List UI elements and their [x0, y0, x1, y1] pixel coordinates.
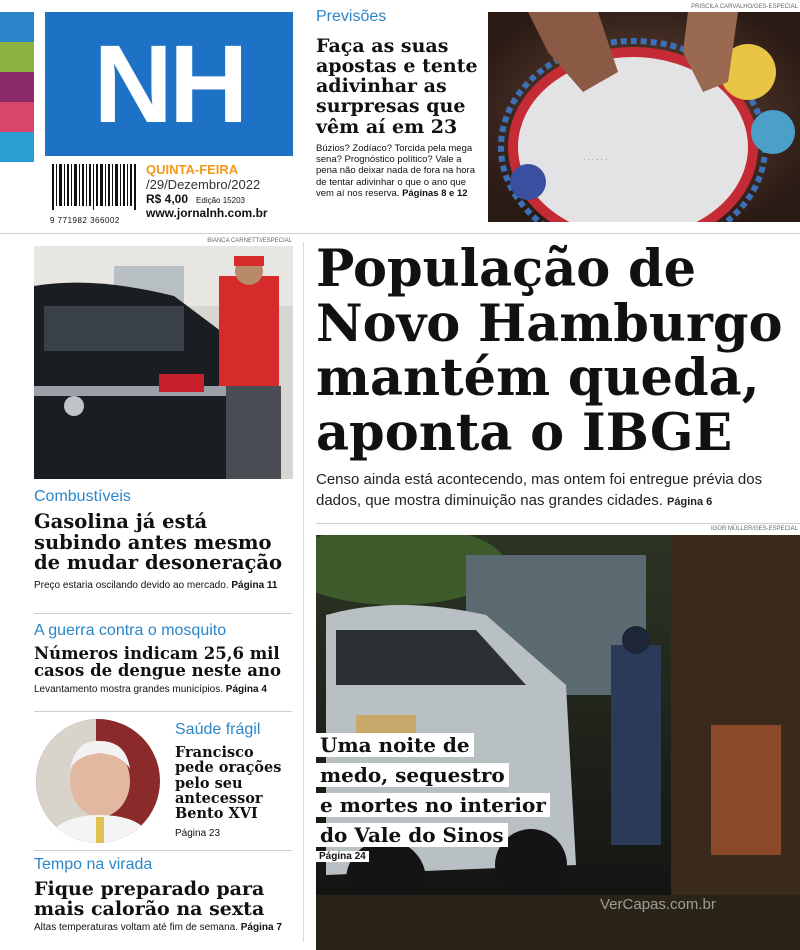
masthead-info [146, 162, 296, 220]
main-page-ref[interactable]: Página 6 [667, 495, 713, 508]
fuel-story[interactable] [34, 488, 296, 591]
fuel-kicker: Combustíveis [34, 488, 131, 505]
fuel-headline: Gasolina já está subindo antes mesmo de mudar desoneração [34, 510, 283, 575]
color-strip [0, 12, 34, 162]
crime-page-ref[interactable] [316, 851, 369, 862]
nh-logo[interactable] [45, 12, 293, 156]
fuel-summary [34, 580, 296, 591]
watermark: VerCapas.com.br [600, 896, 716, 913]
strip-purple [0, 72, 34, 102]
barcode-number: 9 771982 366002 [50, 216, 120, 225]
column-divider [303, 242, 304, 942]
weather-kicker: Tempo na virada [34, 856, 153, 873]
crime-headline[interactable] [316, 730, 576, 850]
fuel-summary-text: Preço estaria oscilando devido ao mercado. [34, 579, 229, 591]
weather-headline: Fique preparado para mais calorão na sexta [34, 878, 265, 921]
pope-page-ref[interactable]: Página 23 [175, 827, 221, 839]
divination-photo [488, 12, 800, 222]
dengue-story[interactable] [34, 622, 296, 695]
logo-text: NH [93, 22, 245, 146]
strip-blue [0, 12, 34, 42]
main-summary-text: Censo ainda está acontecendo, mas ontem foi entregue prévia dos dados, que mostra diminuição nas grandes cidades. [316, 471, 763, 509]
masthead-divider [0, 233, 800, 234]
pope-story[interactable] [175, 721, 295, 839]
dengue-headline: Números indicam 25,6 mil casos de dengue neste ano [34, 644, 281, 681]
dengue-kicker: A guerra contra o mosquito [34, 622, 227, 639]
top-story-headline: Faça as suas apostas e tente adivinhar as surpresas que vêm aí em 23 [316, 35, 478, 138]
dengue-page-ref[interactable]: Página 4 [225, 683, 267, 695]
pope-portrait [36, 719, 160, 843]
weather-page-ref[interactable]: Página 7 [240, 922, 282, 934]
weather-story[interactable] [34, 856, 296, 933]
crime-headline-line-3: e mortes no interior [316, 793, 550, 817]
main-divider [316, 523, 800, 524]
left-divider-3 [34, 850, 292, 851]
main-summary [316, 470, 800, 511]
crime-headline-line-2: medo, sequestro [316, 763, 509, 787]
pope-headline: Francisco pede orações pelo seu antecessor Bento XVI [175, 744, 282, 823]
gas-station-photo [34, 246, 293, 479]
top-story-summary [316, 143, 480, 200]
crime-headline-line-4: do Vale do Sinos [316, 823, 508, 847]
top-story-page-ref[interactable]: Páginas 8 e 12 [402, 188, 468, 200]
fuel-page-ref[interactable]: Página 11 [231, 579, 278, 591]
barcode [50, 164, 138, 225]
main-story[interactable] [316, 239, 800, 511]
strip-green [0, 42, 34, 72]
crime-headline-line-1: Uma noite de [316, 733, 474, 757]
weather-summary [34, 922, 296, 933]
pope-photo[interactable] [36, 719, 160, 843]
svg-text:· · · · · ·: · · · · · · [583, 156, 608, 164]
top-story-summary-text: Búzios? Zodíaco? Torcida pela mega sena? Prognóstico político? Vale a pena não deixar nada de fora na hora de tentar adivinhar o que o ano que vem aí nos reserva. [316, 142, 475, 200]
strip-pink [0, 102, 34, 132]
crime-photo-credit: IGOR MÜLLER/GES-ESPECIAL [710, 526, 798, 532]
site-url[interactable]: www.jornalnh.com.br [146, 206, 268, 220]
dengue-summary-text: Levantamento mostra grandes municípios. [34, 683, 223, 695]
price: R$ 4,00 [146, 192, 189, 206]
top-photo-credit: PRISCILA CARVALHO/GES-ESPECIAL [691, 4, 798, 10]
weather-summary-text: Altas temperaturas voltam até fim de semana. [34, 922, 238, 934]
top-story-kicker: Previsões [316, 8, 387, 25]
fuel-photo[interactable] [34, 246, 293, 479]
crime-page-ref-text: Página 24 [319, 851, 366, 862]
top-story-photo[interactable] [488, 12, 800, 222]
barcode-bars [50, 164, 138, 212]
main-headline: População de Novo Hamburgo mantém queda, aponta o IBGE [316, 239, 783, 463]
strip-cyan [0, 132, 34, 162]
edition-number: Edição 15203 [196, 196, 245, 205]
top-story[interactable] [316, 8, 480, 200]
edition-day: QUINTA-FEIRA [146, 162, 239, 177]
left-divider-1 [34, 613, 292, 614]
edition-date: /29/Dezembro/2022 [146, 177, 261, 192]
dengue-summary [34, 684, 296, 695]
pope-kicker: Saúde frágil [175, 721, 261, 738]
fuel-photo-credit: BIANCA CARNETTI/ESPECIAL [207, 238, 292, 244]
left-divider-2 [34, 711, 292, 712]
